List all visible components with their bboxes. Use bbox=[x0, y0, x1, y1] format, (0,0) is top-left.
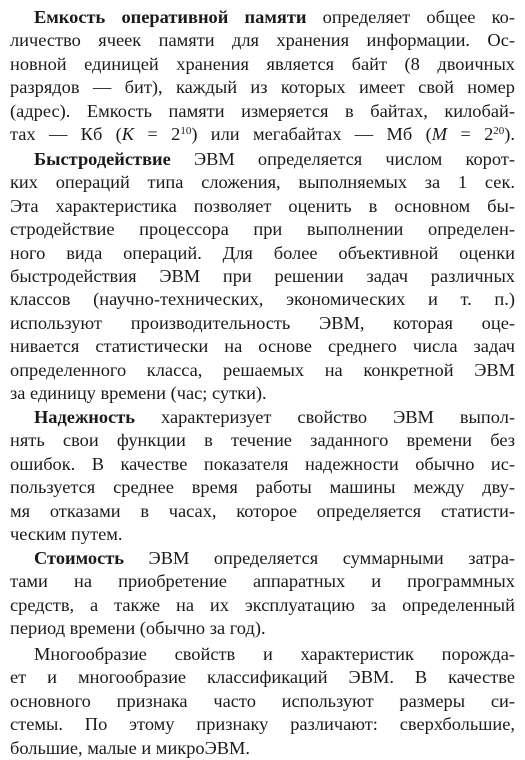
formula-text: тах — Кб ( bbox=[10, 123, 122, 144]
formula-variable-k: K bbox=[121, 123, 135, 144]
text-line: средств, а также на их эксплуатацию за определенный bbox=[10, 594, 515, 615]
paragraph-memory-capacity bbox=[10, 6, 515, 146]
text-line: ких операций типа сложения, выполняемых за 1 сек. bbox=[10, 172, 515, 193]
text-line: тами на приобретение аппаратных и программных bbox=[10, 571, 515, 592]
text-line: ет и многообразие классификаций ЭВМ. В качестве bbox=[10, 667, 515, 688]
text-line: нять свои функции в течение заданного времени без bbox=[10, 430, 515, 451]
formula-text: ) или мегабайтах — Мб ( bbox=[191, 123, 432, 144]
text-line: личество ячеек памяти для хранения информации. Ос- bbox=[10, 30, 515, 51]
text-line bbox=[10, 547, 515, 570]
formula-variable-m: M bbox=[431, 123, 448, 144]
text-line: определенного класса, решаемых на конкретной ЭВМ bbox=[10, 359, 515, 380]
text-line: ошибок. В качестве показателя надежности обычно ис- bbox=[10, 453, 515, 474]
exponent-20: 20 bbox=[493, 124, 505, 137]
line-text: ЭВМ определяется числом корот- bbox=[170, 149, 515, 169]
text-line: классов (научно-технических, экономических и т. п.) bbox=[10, 289, 515, 310]
text-line: Эта характеристика позволяет оценить в основном бы- bbox=[10, 195, 515, 216]
text-line: быстродействия ЭВМ при решении задач различных bbox=[10, 265, 515, 286]
text-line: нивается статистически на основе среднего числа задач bbox=[10, 336, 515, 357]
text-line: разрядов — бит), каждый из которых имеет свой номер bbox=[10, 77, 515, 98]
text-line: основного признака часто используют размеры си- bbox=[10, 690, 515, 711]
text-line: пользуется среднее время работы машины между дву- bbox=[10, 477, 515, 498]
paragraph-performance bbox=[10, 148, 515, 405]
text-line: стродействие процессора при выполнении определен- bbox=[10, 219, 515, 240]
text-line-formula bbox=[10, 123, 515, 146]
line-text: характеризует свойство ЭВМ выпол- bbox=[135, 407, 515, 427]
line-text: ЭВМ определяется суммарными затра- bbox=[124, 548, 515, 568]
text-line: новной единицей хранения является байт (8 двоичных bbox=[10, 53, 515, 74]
formula-text: ). bbox=[504, 123, 516, 144]
exponent-10: 10 bbox=[180, 124, 192, 137]
formula-text: = 2 bbox=[447, 123, 494, 144]
text-line bbox=[10, 148, 515, 171]
term-performance: Быстродействие bbox=[34, 149, 171, 169]
text-line: стемы. По этому признаку различают: сверхбольшие, bbox=[10, 714, 515, 735]
text-line: ного вида операций. Для более объективной оценки bbox=[10, 242, 515, 263]
paragraph-reliability bbox=[10, 406, 515, 546]
term-cost: Стоимость bbox=[34, 548, 125, 568]
text-line: используют производительность ЭВМ, которая оце- bbox=[10, 312, 515, 333]
term-reliability: Надежность bbox=[34, 407, 136, 427]
line-text: определяет общее ко- bbox=[306, 7, 515, 27]
text-line: (адрес). Емкость памяти измеряется в байтах, килобай- bbox=[10, 100, 515, 121]
paragraph-classification bbox=[10, 643, 515, 760]
text-line: Многообразие свойств и характеристик порожда- bbox=[34, 644, 515, 664]
text-line bbox=[10, 406, 515, 429]
term-memory-capacity: Емкость оперативной памяти bbox=[34, 7, 307, 27]
text-line: период времени (обычно за год). bbox=[10, 618, 266, 639]
paragraph-cost bbox=[10, 547, 515, 641]
text-line: мя отказами в часах, которое определяется статисти- bbox=[10, 500, 515, 521]
text-line: ческим путем. bbox=[10, 523, 123, 544]
text-line bbox=[10, 6, 515, 29]
text-line: большие, малые и микроЭВМ. bbox=[10, 737, 250, 758]
text-line: за единицу времени (час; сутки). bbox=[10, 382, 267, 403]
formula-text: = 2 bbox=[134, 123, 181, 144]
